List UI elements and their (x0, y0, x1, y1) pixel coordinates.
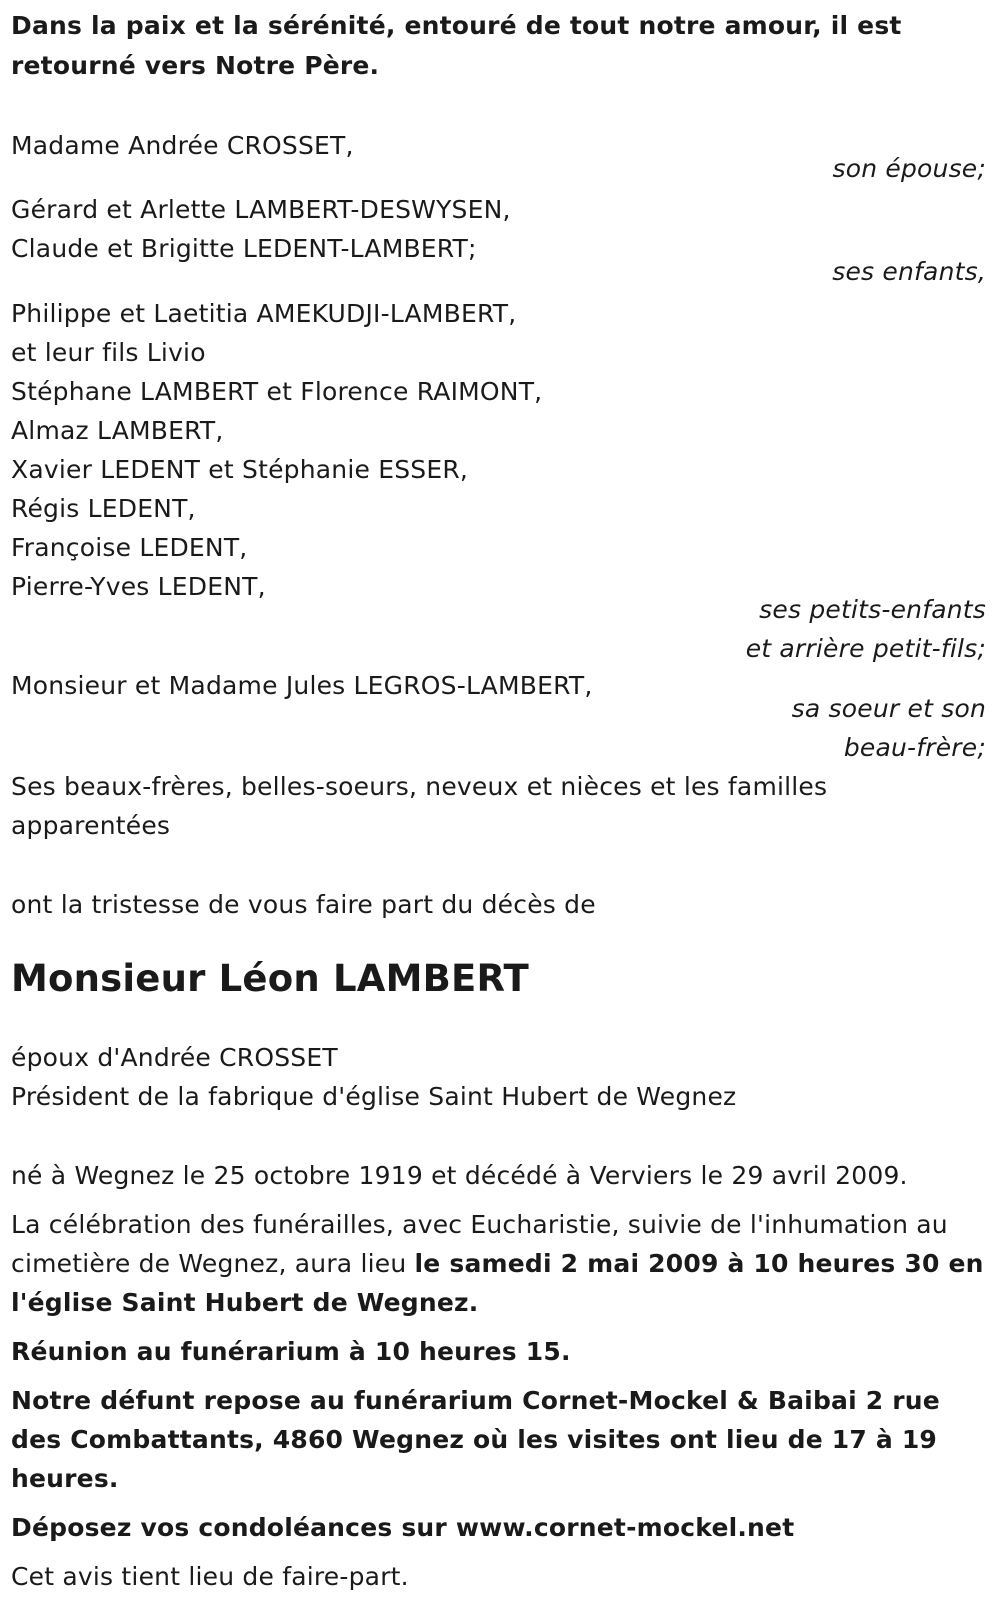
child-name: Claude et Brigitte LEDENT-LAMBERT; (11, 234, 477, 263)
grandchild-name: Almaz LAMBERT, (11, 416, 224, 445)
grandchildren-relation: ses petits-enfants (759, 595, 986, 624)
announcement-line: ont la tristesse de vous faire part du décès de (11, 890, 596, 919)
grandchild-name: Stéphane LAMBERT et Florence RAIMONT, (11, 377, 543, 406)
grandchildren-relation: et arrière petit-fils; (745, 634, 986, 663)
dates-line: né à Wegnez le 25 octobre 1919 et décédé à Verviers le 29 avril 2009. (11, 1161, 908, 1190)
spouse-relation: son épouse; (832, 154, 986, 183)
sister-name: Monsieur et Madame Jules LEGROS-LAMBERT, (11, 671, 593, 700)
grandchild-name: Françoise LEDENT, (11, 533, 248, 562)
children-group (11, 190, 991, 291)
sister-relation: sa soeur et son (791, 694, 986, 723)
deceased-name: Monsieur Léon LAMBERT (11, 957, 529, 1000)
children-relation: ses enfants, (832, 257, 986, 286)
child-name: Gérard et Arlette LAMBERT-DESWYSEN, (11, 195, 511, 224)
grandchild-name: et leur fils Livio (11, 338, 206, 367)
spouse-name: Madame Andrée CROSSET, (11, 131, 354, 160)
grandchild-name: Régis LEDENT, (11, 494, 196, 523)
footer-note: Cet avis tient lieu de faire-part. (11, 1562, 409, 1591)
ceremony-details: le samedi 2 mai 2009 à 10 heures 30 en l'église Saint Hubert de Wegnez. (11, 1249, 984, 1317)
repose-paragraph: Notre défunt repose au funérarium Cornet-Mockel & Baibai 2 rue des Combattants, 4860 Wegnez où les visites ont lieu de 17 à 19 heures. (11, 1386, 940, 1493)
obituary-notice (11, 6, 991, 1596)
deceased-spouse-line: époux d'Andrée CROSSET (11, 1043, 338, 1072)
deceased-role-line: Président de la fabrique d'église Saint Hubert de Wegnez (11, 1082, 737, 1111)
spouse-group (11, 126, 991, 188)
intro-text: Dans la paix et la sérénité, entouré de tout notre amour, il est retourné vers Notre Père. (11, 11, 902, 80)
condolences-line: Déposez vos condoléances sur www.cornet-mockel.net (11, 1513, 795, 1542)
grandchild-name: Philippe et Laetitia AMEKUDJI-LAMBERT, (11, 299, 517, 328)
family-line: Ses beaux-frères, belles-soeurs, neveux et nièces et les familles apparentées (11, 772, 828, 840)
sister-group (11, 666, 991, 767)
ceremony-text: La célébration des funérailles, avec Eucharistie, suivie de l'inhumation au cimetière de Wegnez, aura lieu (11, 1210, 948, 1278)
ceremony-paragraph (11, 1205, 991, 1322)
grandchild-name: Xavier LEDENT et Stéphanie ESSER, (11, 455, 469, 484)
meeting-line: Réunion au funérarium à 10 heures 15. (11, 1337, 571, 1366)
grandchildren-group (11, 294, 991, 668)
grandchild-name: Pierre-Yves LEDENT, (11, 572, 266, 601)
sister-relation: beau-frère; (843, 733, 986, 762)
